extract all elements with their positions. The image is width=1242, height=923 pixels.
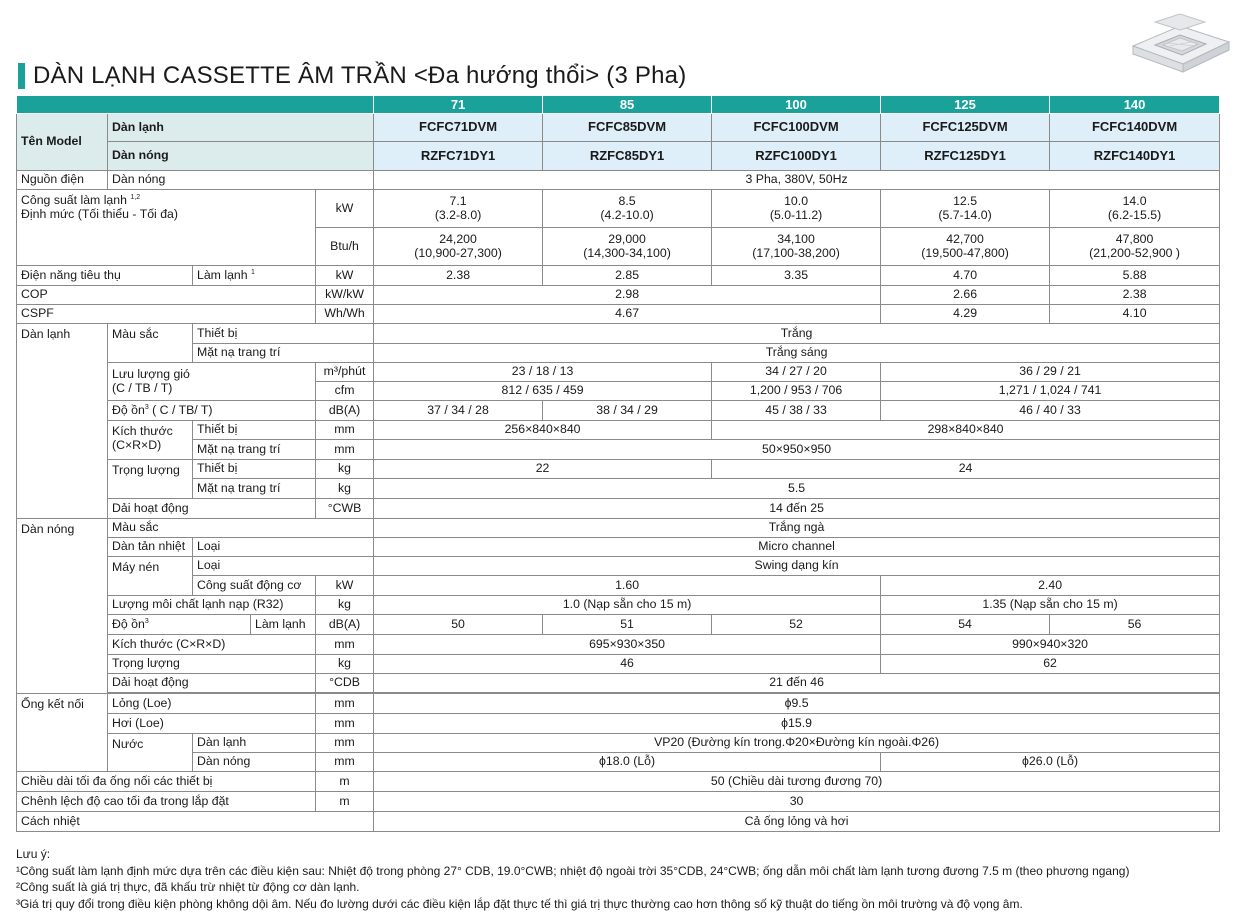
outdoor-hx-type-label: Loại <box>193 537 374 556</box>
note-2: ²Công suất là giá trị thực, đã khấu trừ nhiệt từ động cơ dàn lạnh. <box>16 880 360 895</box>
indoor-section-label: Dàn lạnh <box>17 323 108 518</box>
model-col-125: 125 <box>881 96 1050 113</box>
insulation-value: Cả ống lỏng và hơi <box>374 811 1220 831</box>
cassette-unit-image <box>1125 8 1235 82</box>
model-col-100: 100 <box>712 96 881 113</box>
indoor-dim-100-140: 298×840×840 <box>712 420 1220 439</box>
height-diff-value: 30 <box>374 791 1220 811</box>
outdoor-noise-row <box>17 614 1220 634</box>
pipe-liquid-value: ϕ9.5 <box>374 693 1220 713</box>
consumption-row <box>17 265 1220 285</box>
pipe-gas-label: Hơi (Loe) <box>108 713 316 733</box>
outdoor-refrig-label: Lượng môi chất lạnh nạp (R32) <box>108 595 316 614</box>
capacity-btu-71 <box>374 227 543 265</box>
outdoor-model-row <box>17 141 1220 170</box>
outdoor-comp-power-row <box>17 575 1220 595</box>
pipe-gas-unit: mm <box>316 713 374 733</box>
cop-140: 2.38 <box>1050 285 1220 304</box>
capacity-kw-value: 8.5 <box>618 193 636 208</box>
consumption-140: 5.88 <box>1050 265 1220 285</box>
outdoor-noise-125: 54 <box>881 614 1050 634</box>
model-header-row <box>17 96 1220 113</box>
indoor-noise-125-140: 46 / 40 / 33 <box>881 400 1220 420</box>
indoor-noise-85: 38 / 34 / 29 <box>543 400 712 420</box>
consumption-unit: kW <box>316 265 374 285</box>
airflow-cfm-100: 1,200 / 953 / 706 <box>712 381 881 400</box>
capacity-kw-range: (6.2-15.5) <box>1107 208 1162 222</box>
indoor-dim-panel-label: Mặt nạ trang trí <box>193 439 316 459</box>
outdoor-comp-power-unit: kW <box>316 575 374 595</box>
pipe-gas-value: ϕ15.9 <box>374 713 1220 733</box>
indoor-color-panel-value: Trắng sáng <box>374 343 1220 362</box>
outdoor-color-label: Màu sắc <box>108 518 374 537</box>
consumption-sup: 1 <box>251 268 255 276</box>
capacity-kw-range: (5.0-11.2) <box>769 208 823 222</box>
outdoor-range-label: Dải hoạt động <box>108 673 316 692</box>
outdoor-model-100: RZFC100DY1 <box>712 141 881 170</box>
pipe-water-out-71-100: ϕ18.0 (Lỗ) <box>374 752 881 771</box>
outdoor-model-label: Dàn nóng <box>108 141 374 170</box>
outdoor-noise-unit: dB(A) <box>316 614 374 634</box>
indoor-noise-100: 45 / 38 / 33 <box>712 400 881 420</box>
note-1: ¹Công suất làm lạnh định mức dựa trên các điều kiện sau: Nhiệt độ trong phòng 27° CDB, 19.0°CWB; nhiệt độ ngoài trời 35°CDB, 24°CWB; ống dẫn môi chất làm lạnh tương đương 7.5 m (theo phương ngang) <box>16 863 1130 878</box>
indoor-color-unit-label: Thiết bị <box>193 323 374 343</box>
indoor-dim-unit-mm: mm <box>316 420 374 439</box>
indoor-weight-71-85: 22 <box>374 459 712 478</box>
capacity-label <box>17 189 316 265</box>
capacity-kw-125 <box>881 189 1050 227</box>
max-length-unit: m <box>316 771 374 791</box>
pipe-water-out-unit: mm <box>316 752 374 771</box>
outdoor-color-row <box>17 518 1220 537</box>
title-accent-bar <box>18 63 25 89</box>
indoor-range-row <box>17 498 1220 518</box>
indoor-range-value: 14 đến 25 <box>374 498 1220 518</box>
indoor-weight-panel-value: 5.5 <box>374 478 1220 498</box>
indoor-dim-label <box>108 420 193 459</box>
outdoor-noise-sup: 3 <box>144 617 149 625</box>
capacity-btu-125 <box>881 227 1050 265</box>
capacity-kw-value: 12.5 <box>953 193 978 208</box>
indoor-dim-panel-mm: mm <box>316 439 374 459</box>
height-diff-label: Chênh lệch độ cao tối đa trong lắp đặt <box>17 791 316 811</box>
indoor-noise-sup: 3 <box>144 403 149 411</box>
outdoor-refrig-unit: kg <box>316 595 374 614</box>
capacity-kw-71 <box>374 189 543 227</box>
pipe-section-label: Ống kết nối <box>17 693 108 771</box>
outdoor-noise-label <box>108 614 251 634</box>
capacity-btu-range: (21,200-52,900 ) <box>1089 246 1181 260</box>
capacity-btu-value: 29,000 <box>608 231 646 246</box>
indoor-range-label: Dải hoạt động <box>108 498 316 518</box>
airflow-m3-100: 34 / 27 / 20 <box>712 362 881 381</box>
indoor-model-row <box>17 113 1220 141</box>
capacity-btu-value: 47,800 <box>1115 231 1154 246</box>
capacity-kw-range: (3.2-8.0) <box>434 208 482 222</box>
outdoor-range-row <box>17 673 1220 692</box>
indoor-model-label: Dàn lạnh <box>108 113 374 141</box>
insulation-label: Cách nhiệt <box>17 811 374 831</box>
capacity-btu-value: 42,700 <box>946 231 984 246</box>
pipe-water-label: Nước <box>108 733 193 771</box>
capacity-kw-85 <box>543 189 712 227</box>
indoor-dim-label-2: (C×R×D) <box>112 438 162 452</box>
max-length-label: Chiều dài tối đa ống nối các thiết bị <box>17 771 316 791</box>
outdoor-noise-sub: Làm lạnh <box>251 614 316 634</box>
outdoor-comp-type-value: Swing dạng kín <box>374 556 1220 575</box>
capacity-btu-range: (17,100-38,200) <box>752 246 840 260</box>
cspf-label: CSPF <box>17 304 316 323</box>
pipe-water-in-label: Dàn lạnh <box>193 733 316 752</box>
height-diff-row <box>17 791 1220 811</box>
outdoor-weight-row <box>17 654 1220 673</box>
header-blank <box>17 96 374 113</box>
pipe-liquid-unit: mm <box>316 693 374 713</box>
power-row <box>17 170 1220 189</box>
capacity-btu-100 <box>712 227 881 265</box>
outdoor-model-85: RZFC85DY1 <box>543 141 712 170</box>
outdoor-weight-71-100: 46 <box>374 654 881 673</box>
indoor-model-140: FCFC140DVM <box>1050 113 1220 141</box>
indoor-weight-unit-kg: kg <box>316 459 374 478</box>
indoor-model-125: FCFC125DVM <box>881 113 1050 141</box>
pipe-liquid-label: Lỏng (Loe) <box>108 693 316 713</box>
indoor-color-label: Màu sắc <box>108 323 193 362</box>
outdoor-comp-label: Máy nén <box>108 556 193 595</box>
consumption-sub <box>193 265 316 285</box>
capacity-btu-140 <box>1050 227 1220 265</box>
indoor-weight-panel-row <box>17 478 1220 498</box>
capacity-kw-range: (4.2-10.0) <box>600 208 654 222</box>
notes-heading: Lưu ý: <box>16 847 51 861</box>
cspf-row <box>17 304 1220 323</box>
indoor-color-panel-label: Mặt nạ trang trí <box>193 343 374 362</box>
airflow-cfm-71-85: 812 / 635 / 459 <box>374 381 712 400</box>
airflow-label-2: (C / TB / T) <box>112 381 173 395</box>
outdoor-comp-type-label: Loại <box>193 556 374 575</box>
outdoor-weight-label: Trọng lượng <box>108 654 316 673</box>
indoor-noise-row <box>17 400 1220 420</box>
outdoor-dim-row <box>17 634 1220 654</box>
outdoor-weight-125-140: 62 <box>881 654 1220 673</box>
airflow-cfm-125-140: 1,271 / 1,024 / 741 <box>881 381 1220 400</box>
airflow-m3-125-140: 36 / 29 / 21 <box>881 362 1220 381</box>
capacity-kw-range: (5.7-14.0) <box>938 208 992 222</box>
outdoor-dim-71-100: 695×930×350 <box>374 634 881 654</box>
outdoor-dim-125-140: 990×940×320 <box>881 634 1220 654</box>
indoor-noise-label <box>108 400 316 420</box>
footnotes <box>16 846 1231 912</box>
outdoor-comp-power-125-140: 2.40 <box>881 575 1220 595</box>
outdoor-hx-row <box>17 537 1220 556</box>
pipe-water-in-value: VP20 (Đường kín trong.Φ20×Đường kín ngoài.Φ26) <box>374 733 1220 752</box>
page-title: DÀN LẠNH CASSETTE ÂM TRẦN <Đa hướng thổi> (3 Pha) <box>33 62 687 89</box>
capacity-label-1: Công suất làm lạnh <box>21 192 127 207</box>
capacity-kw-value: 10.0 <box>784 193 809 208</box>
indoor-weight-unit-row <box>17 459 1220 478</box>
outdoor-color-value: Trắng ngà <box>374 518 1220 537</box>
pipe-water-out-125-140: ϕ26.0 (Lỗ) <box>881 752 1220 771</box>
capacity-unit-kw: kW <box>316 189 374 227</box>
power-value: 3 Pha, 380V, 50Hz <box>374 170 1220 189</box>
indoor-weight-panel-label: Mặt nạ trang trí <box>193 478 316 498</box>
capacity-btu-range: (14,300-34,100) <box>583 246 671 260</box>
indoor-dim-unit-row <box>17 420 1220 439</box>
outdoor-noise-140: 56 <box>1050 614 1220 634</box>
cop-label: COP <box>17 285 316 304</box>
cop-row <box>17 285 1220 304</box>
outdoor-hx-label: Dàn tản nhiệt <box>108 537 193 556</box>
airflow-m3-row <box>17 362 1220 381</box>
indoor-noise-71: 37 / 34 / 28 <box>374 400 543 420</box>
outdoor-section-label: Dàn nóng <box>17 518 108 693</box>
capacity-btu-85 <box>543 227 712 265</box>
outdoor-comp-power-71-100: 1.60 <box>374 575 881 595</box>
indoor-dim-panel-row <box>17 439 1220 459</box>
cspf-125: 4.29 <box>881 304 1050 323</box>
capacity-btu-range: (19,500-47,800) <box>921 246 1009 260</box>
outdoor-comp-power-label: Công suất động cơ <box>193 575 316 595</box>
indoor-noise-unit: dB(A) <box>316 400 374 420</box>
indoor-weight-panel-kg: kg <box>316 478 374 498</box>
consumption-100: 3.35 <box>712 265 881 285</box>
airflow-unit-cfm: cfm <box>316 381 374 400</box>
pipe-water-out-label: Dàn nóng <box>193 752 316 771</box>
consumption-71: 2.38 <box>374 265 543 285</box>
indoor-dim-71-85: 256×840×840 <box>374 420 712 439</box>
pipe-water-in-row <box>17 733 1220 752</box>
capacity-btu-range: (10,900-27,300) <box>414 246 502 260</box>
capacity-btu-value: 34,100 <box>777 231 815 246</box>
cspf-unit: Wh/Wh <box>316 304 374 323</box>
airflow-unit-m3: m³/phút <box>316 362 374 381</box>
consumption-85: 2.85 <box>543 265 712 285</box>
capacity-kw-row <box>17 189 1220 227</box>
indoor-model-100: FCFC100DVM <box>712 113 881 141</box>
model-col-140: 140 <box>1050 96 1220 113</box>
pipe-liquid-row <box>17 693 1220 713</box>
indoor-color-unit-value: Trắng <box>374 323 1220 343</box>
indoor-model-85: FCFC85DVM <box>543 113 712 141</box>
model-col-85: 85 <box>543 96 712 113</box>
capacity-kw-value: 14.0 <box>1122 193 1147 208</box>
outdoor-dim-label: Kích thước (C×R×D) <box>108 634 316 654</box>
consumption-sub-text: Làm lạnh <box>197 267 248 282</box>
max-length-row <box>17 771 1220 791</box>
outdoor-model-71: RZFC71DY1 <box>374 141 543 170</box>
outdoor-range-value: 21 đến 46 <box>374 673 1220 692</box>
indoor-dim-label-1: Kích thước <box>112 423 173 438</box>
height-diff-unit: m <box>316 791 374 811</box>
outdoor-dim-unit: mm <box>316 634 374 654</box>
capacity-kw-100 <box>712 189 881 227</box>
airflow-label-1: Lưu lượng gió <box>112 366 190 381</box>
capacity-sup: 1,2 <box>130 193 141 201</box>
capacity-unit-btu: Btu/h <box>316 227 374 265</box>
indoor-model-71: FCFC71DVM <box>374 113 543 141</box>
indoor-weight-unit-label: Thiết bị <box>193 459 316 478</box>
cspf-71-100: 4.67 <box>374 304 881 323</box>
outdoor-refrig-row <box>17 595 1220 614</box>
pipe-water-in-unit: mm <box>316 733 374 752</box>
outdoor-model-140: RZFC140DY1 <box>1050 141 1220 170</box>
title-block <box>18 60 686 92</box>
outdoor-refrig-71-100: 1.0 (Nạp sẵn cho 15 m) <box>374 595 881 614</box>
spec-table <box>16 96 1220 832</box>
pipe-gas-row <box>17 713 1220 733</box>
outdoor-range-unit: °CDB <box>316 673 374 692</box>
power-label: Nguồn điện <box>17 170 108 189</box>
indoor-noise-label-text: Độ ồn <box>112 402 145 417</box>
consumption-125: 4.70 <box>881 265 1050 285</box>
capacity-label-2: Định mức (Tối thiểu - Tối đa) <box>21 207 178 221</box>
cop-71-100: 2.98 <box>374 285 881 304</box>
power-sub: Dàn nóng <box>108 170 374 189</box>
max-length-value: 50 (Chiều dài tương đương 70) <box>374 771 1220 791</box>
indoor-color-unit-row <box>17 323 1220 343</box>
consumption-label: Điện năng tiêu thụ <box>17 265 193 285</box>
cspf-140: 4.10 <box>1050 304 1220 323</box>
cop-125: 2.66 <box>881 285 1050 304</box>
outdoor-noise-label-text: Độ ồn <box>112 616 145 631</box>
outdoor-refrig-125-140: 1.35 (Nạp sẵn cho 15 m) <box>881 595 1220 614</box>
airflow-m3-71-85: 23 / 18 / 13 <box>374 362 712 381</box>
indoor-color-panel-row <box>17 343 1220 362</box>
indoor-noise-label-suffix: ( C / TB/ T) <box>148 402 213 417</box>
capacity-btu-value: 24,200 <box>439 231 477 246</box>
outdoor-model-125: RZFC125DY1 <box>881 141 1050 170</box>
outdoor-weight-unit: kg <box>316 654 374 673</box>
capacity-kw-140 <box>1050 189 1220 227</box>
outdoor-hx-value: Micro channel <box>374 537 1220 556</box>
outdoor-noise-85: 51 <box>543 614 712 634</box>
model-label: Tên Model <box>17 113 108 170</box>
cop-unit: kW/kW <box>316 285 374 304</box>
indoor-weight-100-140: 24 <box>712 459 1220 478</box>
outdoor-noise-71: 50 <box>374 614 543 634</box>
model-col-71: 71 <box>374 96 543 113</box>
indoor-range-unit: °CWB <box>316 498 374 518</box>
indoor-weight-label: Trọng lượng <box>108 459 193 498</box>
outdoor-noise-100: 52 <box>712 614 881 634</box>
pipe-water-out-row <box>17 752 1220 771</box>
airflow-label <box>108 362 316 400</box>
indoor-dim-panel-value: 50×950×950 <box>374 439 1220 459</box>
indoor-dim-unit-label: Thiết bị <box>193 420 316 439</box>
outdoor-comp-type-row <box>17 556 1220 575</box>
note-3: ³Giá trị quy đổi trong điều kiện phòng không dội âm. Nếu đo lường dưới các điều kiện lắp đặt thực tế thì giá trị thực thường cao hơn thông số kỹ thuật do tiếng ồn môi trường và độ vọng âm. <box>16 896 1023 911</box>
insulation-row <box>17 811 1220 831</box>
capacity-kw-value: 7.1 <box>449 193 467 208</box>
